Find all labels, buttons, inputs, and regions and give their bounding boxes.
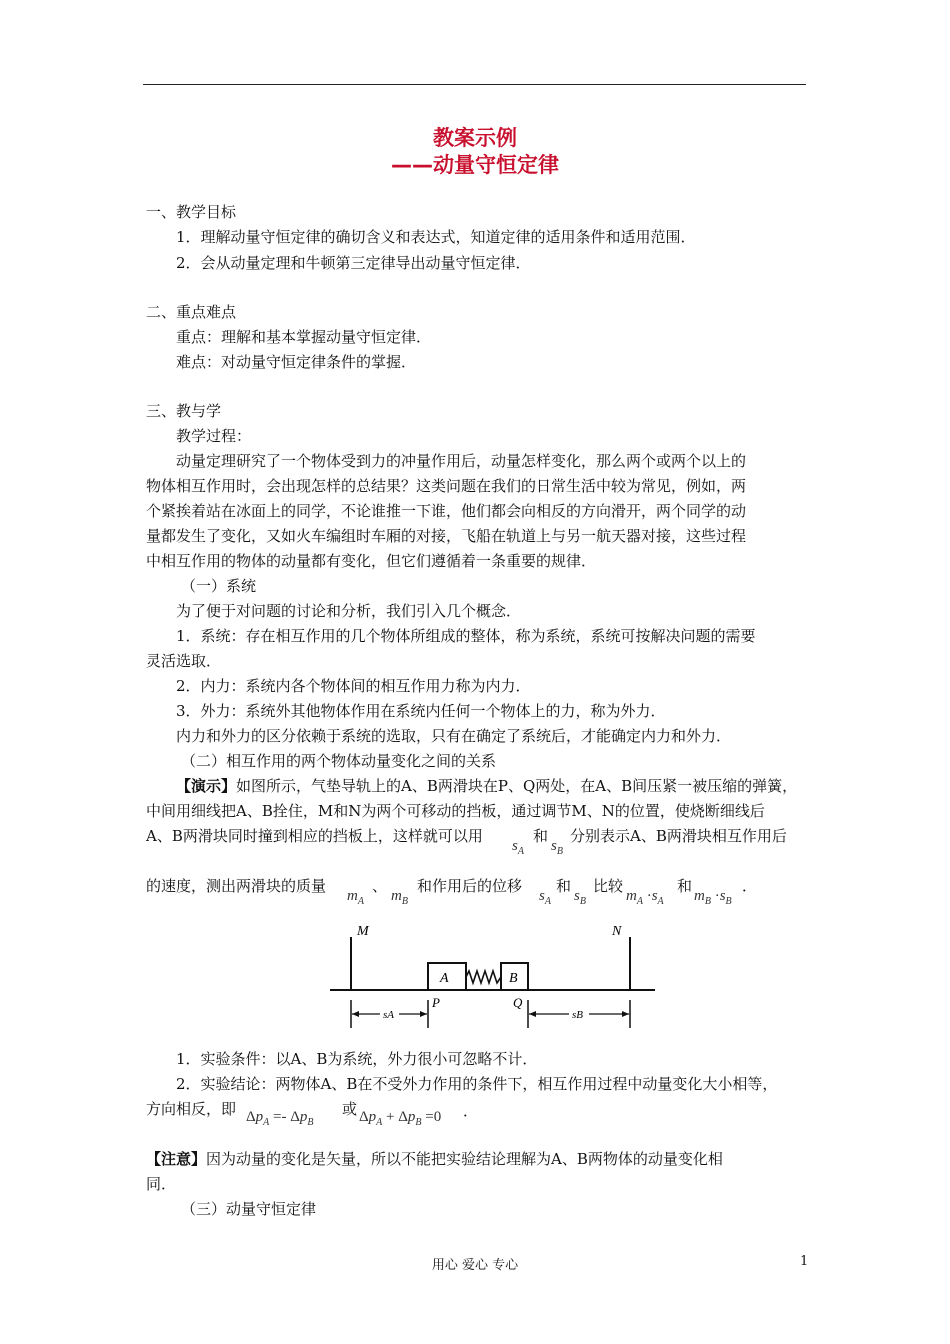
air-track-diagram [325, 915, 660, 1035]
part-2-heading: （二）相互作用的两个物体动量变化之间的关系 [181, 752, 497, 770]
math-s-A: $s_A$ [512, 838, 524, 857]
para-line-1: 动量定理研究了一个物体受到力的冲量作用后，动量怎样变化，那么两个或两个以上的 [176, 452, 747, 470]
page-footer: 用心 爱心 专心 [431, 1258, 519, 1273]
definition-system-cont: 灵活选取． [146, 652, 222, 670]
demo-line-4e: 比较 [593, 877, 624, 895]
demo-line-4a: 的速度，测出两滑块的质量 [146, 877, 327, 895]
difficult-point: 难点：对动量守恒定律条件的掌握． [176, 353, 417, 371]
sB-arrowhead-left [529, 1011, 536, 1017]
demo-line-4f: 和 [677, 877, 693, 895]
page-number: 1 [800, 1254, 809, 1269]
section-3-heading: 三、教与学 [146, 402, 222, 420]
force-distinction: 内力和外力的区分依赖于系统的选取，只有在确定了系统后，才能确定内力和外力． [176, 727, 732, 745]
math-mA-sA: $m_A \cdot s_A$ [626, 888, 664, 907]
header-rule [143, 84, 806, 85]
math-s-A-2: $s_A$ [539, 888, 551, 907]
concept-intro: 为了便于对问题的讨论和分析，我们引入几个概念． [176, 602, 522, 620]
demo-line-3b: 和 [533, 827, 549, 845]
experiment-conclusion-2a: 方向相反，即 [146, 1100, 237, 1118]
label-B: B [509, 971, 518, 986]
para-line-2: 物体相互作用时，会出现怎样的总结果？这类问题在我们的日常生活中较为常见，例如，两 [146, 477, 747, 495]
label-N: N [612, 924, 622, 939]
section-2-heading: 二、重点难点 [146, 303, 237, 321]
demo-text-1: 如图所示，气垫导轨上的A、B两滑块在P、Q两处，在A、B间压紧一被压缩的弹簧， [236, 777, 798, 795]
demo-line-1 [176, 776, 797, 796]
sA-arrowhead-right [420, 1011, 427, 1017]
goal-1: 1．理解动量守恒定律的确切含义和表达式，知道定律的适用条件和适用范围． [176, 228, 696, 246]
sB-arrowhead-right [622, 1011, 629, 1017]
math-m-B: $m_B$ [391, 888, 408, 907]
demo-line-4d: 和 [556, 877, 572, 895]
label-A: A [440, 971, 449, 986]
para-line-3: 个紧挨着站在冰面上的同学，不论谁推一下谁，他们都会向相反的方向滑开，两个同学的动 [146, 502, 747, 520]
demo-line-3a: A、B两滑块同时撞到相应的挡板上，这样就可以用 [146, 827, 483, 845]
part-3-heading: （三）动量守恒定律 [181, 1200, 317, 1218]
demo-line-4g: ． [742, 877, 758, 895]
math-m-A: $m_A$ [347, 888, 364, 907]
goal-2: 2．会从动量定理和牛顿第三定律导出动量守恒定律． [176, 254, 531, 272]
math-eq-1: $\Delta p_A =- \Delta p_B$ [246, 1109, 314, 1128]
section-1-heading: 一、教学目标 [146, 203, 237, 221]
demo-line-4c: 和作用后的位移 [417, 877, 523, 895]
experiment-conclusion-2b: 或 [342, 1100, 358, 1118]
experiment-conclusion-1: 2．实验结论：两物体A、B在不受外力作用的条件下，相互作用过程中动量变化大小相等， [176, 1075, 778, 1093]
demo-tag: 【演示】 [176, 777, 237, 795]
experiment-conclusion-2c: ． [463, 1102, 479, 1120]
math-mB-sB: $m_B \cdot s_B$ [694, 888, 732, 907]
math-s-B-2: $s_B$ [574, 888, 586, 907]
doc-subtitle: ——动量守恒定律 [391, 153, 559, 177]
note-text-1: 因为动量的变化是矢量，所以不能把实验结论理解为A、B两物体的动量变化相 [206, 1150, 723, 1168]
part-1-heading: （一）系统 [181, 577, 257, 595]
label-sB: sB [572, 1009, 583, 1021]
label-Q: Q [513, 995, 523, 1010]
note-line-2: 同． [146, 1175, 177, 1193]
label-P: P [432, 995, 440, 1010]
note-tag: 【注意】 [146, 1150, 207, 1168]
demo-line-4b: 、 [372, 877, 388, 895]
process-label: 教学过程： [176, 427, 252, 445]
definition-internal-force: 2．内力：系统内各个物体间的相互作用力称为内力． [176, 677, 531, 695]
demo-line-2: 中间用细线把A、B拴住，M和N为两个可移动的挡板，通过调节M、N的位置，使烧断细线后 [146, 802, 765, 820]
definition-external-force: 3．外力：系统外其他物体作用在系统内任何一个物体上的力，称为外力． [176, 702, 666, 720]
math-eq-2: $\Delta p_A + \Delta p_B =0$ [359, 1109, 442, 1128]
definition-system: 1．系统：存在相互作用的几个物体所组成的整体，称为系统，系统可按解决问题的需要 [176, 627, 756, 645]
para-line-4: 量都发生了变化，又如火车编组时车厢的对接，飞船在轨道上与另一航天器对接，这些过程 [146, 527, 747, 545]
spring [466, 971, 501, 983]
key-point: 重点：理解和基本掌握动量守恒定律． [176, 328, 432, 346]
note-line-1 [146, 1149, 723, 1169]
doc-title: 教案示例 [433, 126, 517, 150]
experiment-condition: 1．实验条件：以A、B为系统，外力很小可忽略不计． [176, 1050, 538, 1068]
label-M: M [357, 924, 369, 939]
para-line-5: 中相互作用的物体的动量都有变化，但它们遵循着一条重要的规律． [146, 552, 597, 570]
label-sA: sA [383, 1009, 394, 1021]
math-s-B: $s_B$ [551, 838, 563, 857]
sA-arrowhead-left [352, 1011, 359, 1017]
demo-line-3c: 分别表示A、B两滑块相互作用后 [570, 827, 787, 845]
